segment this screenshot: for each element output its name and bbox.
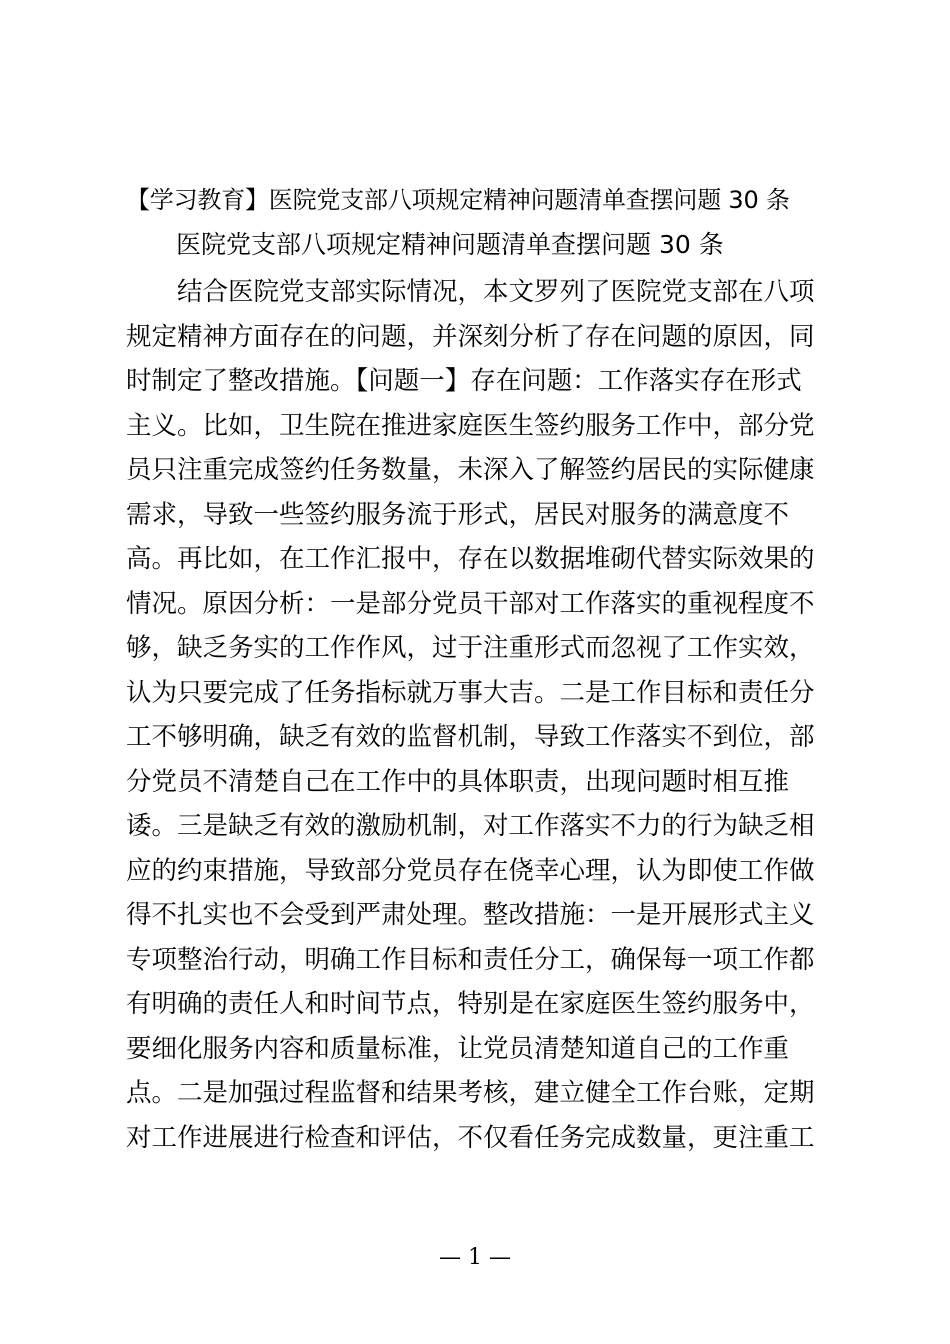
body-line: 有明确的责任人和时间节点，特别是在家庭医生签约服务中， [126, 989, 815, 1019]
body-line: 高。再比如，在工作汇报中，存在以数据堆砌代替实际效果的 [126, 544, 815, 574]
body-line: 分党员不清楚自己在工作中的具体职责，出现问题时相互推 [126, 766, 790, 797]
body-line: 要细化服务内容和质量标准，让党员清楚知道自己的工作重 [126, 1033, 790, 1064]
body-line: 得不扎实也不会受到严肃处理。整改措施：一是开展形式主义 [126, 900, 815, 930]
body-line: 专项整治行动，明确工作目标和责任分工，确保每一项工作都 [126, 944, 815, 975]
body-line: 点。二是加强过程监督和结果考核，建立健全工作台账，定期 [126, 1078, 815, 1108]
body-line: 够，缺乏务实的工作作风，过于注重形式而忽视了工作实效， [126, 633, 815, 663]
page-number: — 1 — [439, 1245, 511, 1270]
body-line: 工不够明确，缺乏有效的监督机制，导致工作落实不到位，部 [126, 722, 815, 752]
body-line: 员只注重完成签约任务数量，未深入了解签约居民的实际健康 [126, 455, 815, 485]
body-line: 结合医院党支部实际情况，本文罗列了医院党支部在八项 [126, 277, 815, 307]
body-line: 诿。三是缺乏有效的激励机制，对工作落实不力的行为缺乏相 [126, 811, 815, 841]
document-title: 【学习教育】医院党支部八项规定精神问题清单查摆问题 30 条 [126, 186, 790, 214]
body-line: 需求，导致一些签约服务流于形式，居民对服务的满意度不 [126, 499, 790, 530]
body-line: 认为只要完成了任务指标就万事大吉。二是工作目标和责任分 [126, 677, 815, 708]
body-text [126, 270, 826, 1160]
document-subtitle: 医院党支部八项规定精神问题清单查摆问题 30 条 [176, 230, 724, 259]
body-line: 主义。比如，卫生院在推进家庭医生签约服务工作中，部分党 [126, 410, 815, 441]
body-line: 应的约束措施，导致部分党员存在侥幸心理，认为即使工作做 [126, 855, 815, 886]
body-line: 对工作进展进行检查和评估，不仅看任务完成数量，更注重工 [126, 1122, 815, 1153]
body-line: 情况。原因分析：一是部分党员干部对工作落实的重视程度不 [126, 588, 815, 619]
body-line: 规定精神方面存在的问题，并深刻分析了存在问题的原因，同 [126, 321, 815, 352]
body-line: 时制定了整改措施。【问题一】存在问题：工作落实存在形式 [126, 366, 802, 396]
